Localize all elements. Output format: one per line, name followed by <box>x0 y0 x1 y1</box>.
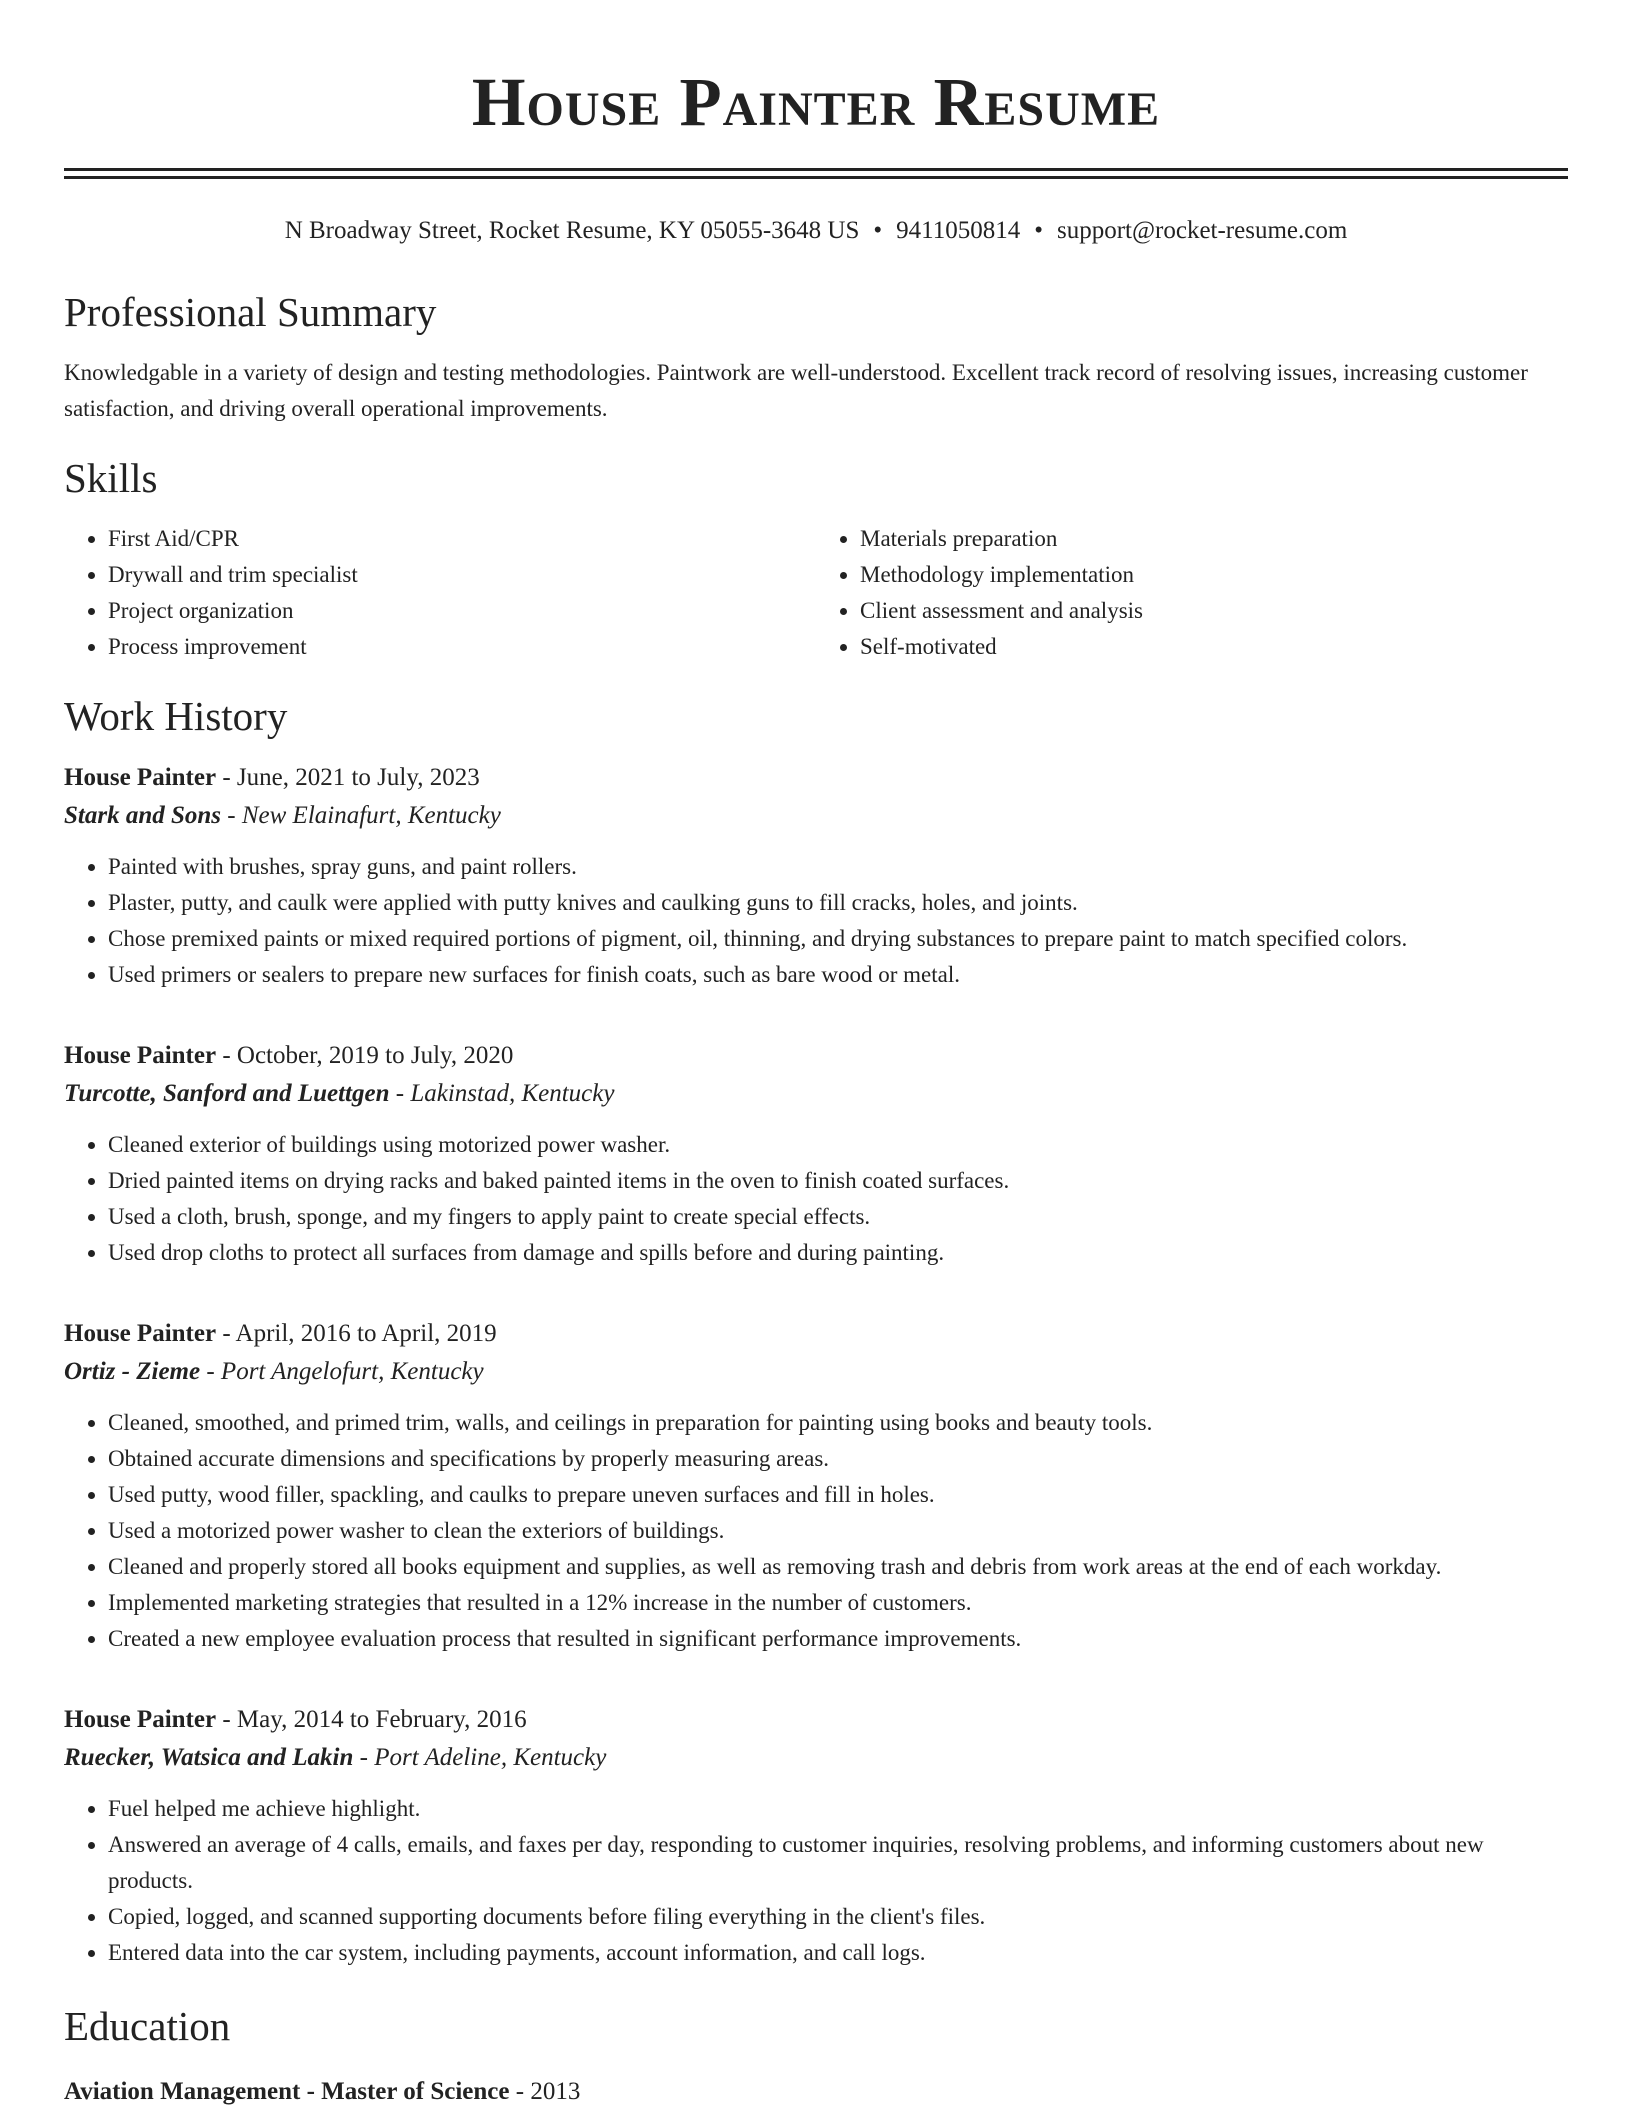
section-heading-summary: Professional Summary <box>64 289 437 335</box>
job-bullet: • Painted with brushes, spray guns, and paint rollers. <box>108 849 1568 885</box>
job-company: Stark and Sons <box>64 802 222 829</box>
job-bullet: • Cleaned exterior of buildings using motorized power washer. <box>108 1127 1568 1163</box>
contact-email: support@rocket-resume.com <box>1057 217 1348 244</box>
job-entry <box>64 1701 1568 1971</box>
job-company: Ortiz - Zieme <box>64 1358 201 1385</box>
job-bullet: • Dried painted items on drying racks and baked painted items in the oven to finish coated surfaces. <box>108 1163 1568 1199</box>
job-bullet: • Cleaned and properly stored all books equipment and supplies, as well as removing trash and debris from work areas at the end of each workday. <box>108 1549 1568 1585</box>
job-entry <box>64 1315 1568 1657</box>
job-bullets <box>64 1791 1568 1971</box>
job-title-line: House Painter - May, 2014 to February, 2016 <box>64 1706 527 1733</box>
summary-text: Knowledgable in a variety of design and testing methodologies. Paintwork are well-understood. Excellent track record of resolving issues, increasing customer satisfaction, and driving overall operational improvements. <box>64 360 1528 421</box>
job-entry <box>64 759 1568 993</box>
skill-item: • First Aid/CPR <box>108 521 816 557</box>
job-bullet: • Used primers or sealers to prepare new surfaces for finish coats, such as bare wood or metal. <box>108 957 1568 993</box>
job-company: Ruecker, Watsica and Lakin <box>64 1744 354 1771</box>
job-bullet: • Used a cloth, brush, sponge, and my fingers to apply paint to create special effects. <box>108 1199 1568 1235</box>
skill-item: • Materials preparation <box>860 521 1568 557</box>
job-location: Port Angelofurt, Kentucky <box>220 1358 484 1385</box>
job-title: House Painter <box>64 1042 217 1069</box>
title-divider <box>64 168 1568 179</box>
education-year: 2013 <box>530 2078 581 2105</box>
job-company-line: Ortiz - Zieme - Port Angelofurt, Kentucky <box>64 1358 484 1385</box>
contact-separator: • <box>1034 217 1043 244</box>
job-dates: June, 2021 to July, 2023 <box>236 764 480 791</box>
skills-list <box>64 521 1568 665</box>
job-bullet: • Used a motorized power washer to clean the exteriors of buildings. <box>108 1513 1568 1549</box>
resume-title: House Painter Resume <box>471 64 1161 140</box>
skill-item: • Methodology implementation <box>860 557 1568 593</box>
job-bullet: • Created a new employee evaluation process that resulted in significant performance improvements. <box>108 1621 1568 1657</box>
skill-item: • Process improvement <box>108 629 816 665</box>
skill-item: • Self-motivated <box>860 629 1568 665</box>
section-heading-work: Work History <box>64 693 288 739</box>
contact-phone: 9411050814 <box>896 217 1021 244</box>
contact-line <box>64 215 1568 247</box>
section-heading-skills: Skills <box>64 455 158 501</box>
job-title: House Painter <box>64 1706 217 1733</box>
job-bullet: • Copied, logged, and scanned supporting documents before filing everything in the client's files. <box>108 1899 1568 1935</box>
job-title-line: House Painter - June, 2021 to July, 2023 <box>64 764 480 791</box>
job-dates: October, 2019 to July, 2020 <box>236 1042 514 1069</box>
job-title-line: House Painter - April, 2016 to April, 2019 <box>64 1320 497 1347</box>
job-title-line: House Painter - October, 2019 to July, 2020 <box>64 1042 514 1069</box>
section-heading-education: Education <box>64 2003 231 2049</box>
job-location: New Elainafurt, Kentucky <box>241 802 501 829</box>
skill-item: • Client assessment and analysis <box>860 593 1568 629</box>
job-entry <box>64 1037 1568 1271</box>
job-bullets <box>64 1127 1568 1271</box>
job-location: Port Adeline, Kentucky <box>374 1744 607 1771</box>
job-title: House Painter <box>64 764 217 791</box>
skills-column-left <box>64 521 816 665</box>
job-bullet: • Used drop cloths to protect all surfaces from damage and spills before and during painting. <box>108 1235 1568 1271</box>
contact-separator: • <box>873 217 883 244</box>
skill-item: • Project organization <box>108 593 816 629</box>
job-title: House Painter <box>64 1320 217 1347</box>
job-dates: May, 2014 to February, 2016 <box>236 1706 527 1733</box>
job-bullet: • Plaster, putty, and caulk were applied with putty knives and caulking guns to fill cracks, holes, and joints. <box>108 885 1568 921</box>
skill-item: • Drywall and trim specialist <box>108 557 816 593</box>
skills-column-right <box>816 521 1568 665</box>
job-company-line: Turcotte, Sanford and Luettgen - Lakinstad, Kentucky <box>64 1080 615 1107</box>
education-degree: Aviation Management - Master of Science <box>64 2078 510 2105</box>
job-location: Lakinstad, Kentucky <box>410 1080 615 1107</box>
job-bullet: • Entered data into the car system, including payments, account information, and call logs. <box>108 1935 1568 1971</box>
job-bullets <box>64 849 1568 993</box>
job-bullet: • Cleaned, smoothed, and primed trim, walls, and ceilings in preparation for painting using books and beauty tools. <box>108 1405 1568 1441</box>
job-company: Turcotte, Sanford and Luettgen <box>64 1080 390 1107</box>
job-dates: April, 2016 to April, 2019 <box>235 1320 497 1347</box>
job-bullet: • Implemented marketing strategies that resulted in a 12% increase in the number of customers. <box>108 1585 1568 1621</box>
contact-address: N Broadway Street, Rocket Resume, KY 05055-3648 US <box>284 217 860 244</box>
education-entry: Aviation Management - Master of Science - 2013 <box>64 2078 581 2105</box>
job-bullet: • Fuel helped me achieve highlight. <box>108 1791 1568 1827</box>
job-bullet: • Answered an average of 4 calls, emails, and faxes per day, responding to customer inquiries, resolving problems, and informing customers about new products. <box>108 1827 1568 1899</box>
job-bullet: • Obtained accurate dimensions and specifications by properly measuring areas. <box>108 1441 1568 1477</box>
job-company-line: Ruecker, Watsica and Lakin - Port Adeline, Kentucky <box>64 1744 607 1771</box>
job-bullets <box>64 1405 1568 1657</box>
job-bullet: • Used putty, wood filler, spackling, and caulks to prepare uneven surfaces and fill in holes. <box>108 1477 1568 1513</box>
job-company-line: Stark and Sons - New Elainafurt, Kentucky <box>64 802 501 829</box>
job-bullet: • Chose premixed paints or mixed required portions of pigment, oil, thinning, and drying substances to prepare paint to match specified colors. <box>108 921 1568 957</box>
